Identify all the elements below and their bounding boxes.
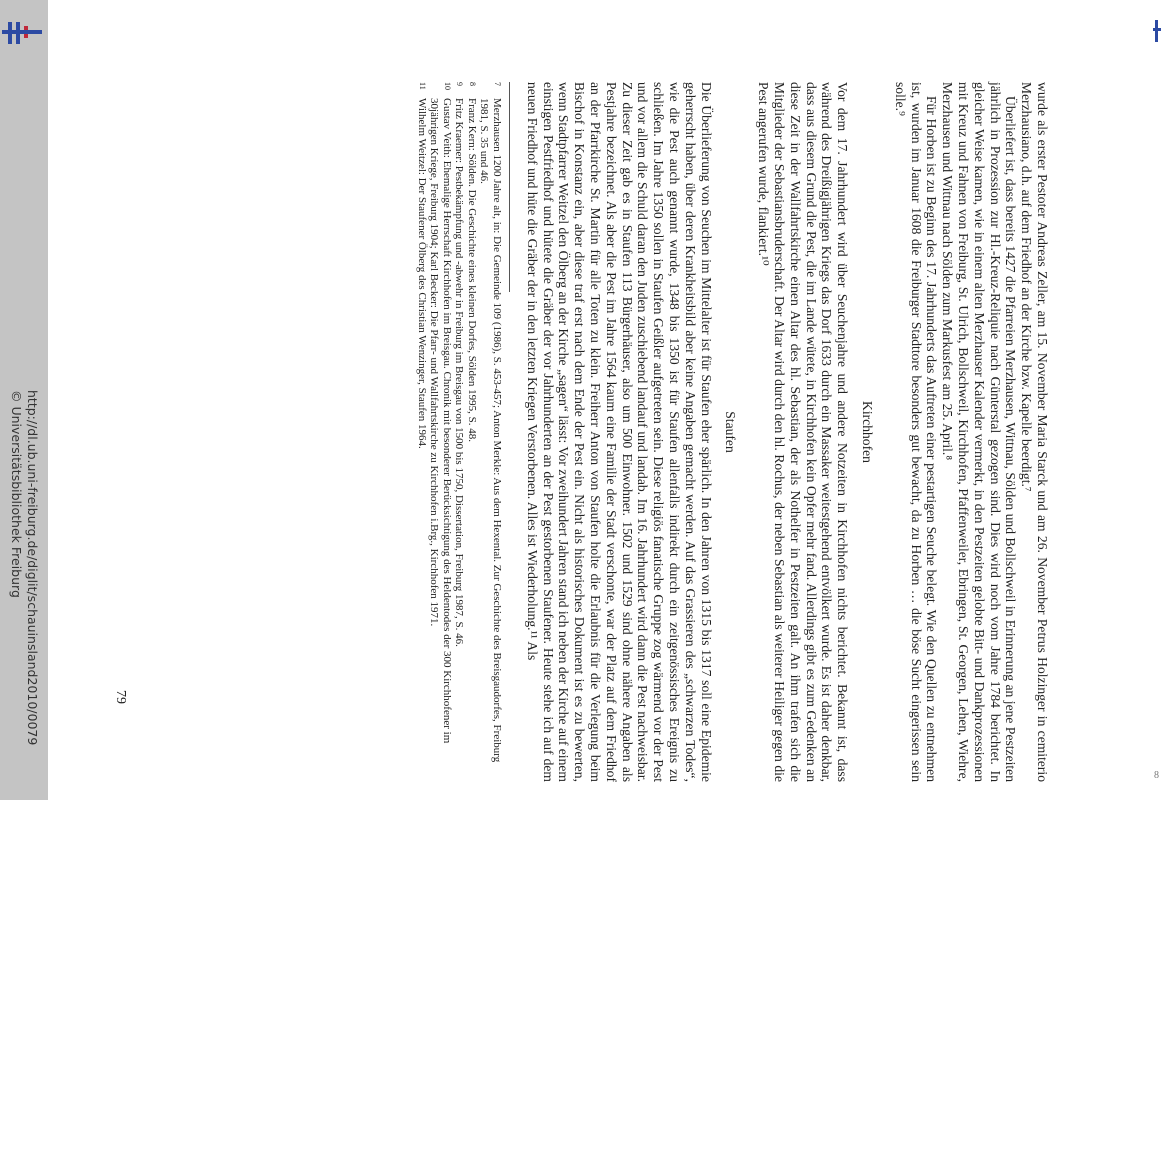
footnote-number: 9 bbox=[455, 82, 465, 86]
footnote-rule bbox=[503, 82, 510, 292]
section-heading-kirchhofen: Kirchhofen bbox=[860, 401, 876, 463]
edge-mark: 8 bbox=[1154, 770, 1159, 781]
paragraph: wurde als erster Pestoter Andreas Zeller, am 15. November Maria Starck und am 26. November Petrus Holzinger in cemiterio Merzhausiano, d.h. auf dem Friedhof an der Kirche bzw. Kapelle beerdigt.⁷ bbox=[1019, 82, 1050, 782]
scanned-page bbox=[140, 82, 1050, 782]
paragraph: Die Überlieferung von Seuchen im Mittelalter ist für Staufen eher spärlich. In den Jahren von 1315 bis 1317 soll eine Epidemie geherrscht haben, über deren Krankheitsbild aber keine Angaben gemacht werden. Auf das Grassieren des „schwarzen Todes“, wie die Pest auch genannt wurde, 1348 bis 1350 ist für Staufen allenfalls indirekt durch ein zeitgenössisches Ereignis zu schließen. Im Jahre 1350 sollen in Staufen Geißler aufgetreten sein. Diese religiös fanatische Gruppe zog wärmend vor der Pest und vor allem die Schuld daran den Juden zuschiebend landauf und landab. Im 16. Jahrhundert wird dann die Pest nachweisbar. Zu dieser Zeit gab es in Staufen 113 Bürgerhäuser, also um 500 Einwohner. 1502 und 1529 sind ohne nähere Angaben als Pestjahre bezeichnet. Als aber die Pest im Jahre 1564 kaum eine Familie der Stadt verschonte, war der Platz auf dem Friedhof an der Pfarrkirche St. Martin für alle Toten zu klein. Freiherr Anton von Staufen holte die Erlaubnis für die Verlegung beim Bischof in Konstanz ein, aber diese traf erst nach dem Ende der Pest ein. Nicht als historisches Dokument ist es zu bewerten, wenn Stadtpfarrer Weitzel den Ölberg an der Kirche „sagen“ lässt: Vor zweihundert Jahren stand ich neben der Kirche auf einem einstigen Pestfriedhof und hütete die Gräber der vor Jahrhunderten an der Pest gestorbenen Staufener. Heute stehe ich auf dem neuen Friedhof und hüte die Gräber der in den letzten Kriegen Verstorbenen. Alles ist Wiederholung.¹¹ Als bbox=[524, 82, 714, 782]
page-number: 79 bbox=[113, 690, 128, 704]
footnote-number: 10 bbox=[442, 82, 452, 90]
footnote-text: Merzhausen 1200 Jahre alt, in: Die Gemeinde 109 (1986), S. 453-457; Anton Merkle: Aus dem Hexental. Zur Geschichte des Breisgaudorfes, Freiburg 1981, S. 35 und 46. bbox=[478, 98, 504, 763]
footnote-text: Franz Kern: Sölden. Die Geschichte eines kleinen Dorfes, Sölden 1995, S. 48. bbox=[465, 98, 478, 442]
footnote-number: 11 bbox=[417, 82, 427, 90]
library-logo-fragment-icon bbox=[1153, 20, 1161, 42]
section-heading-staufen: Staufen bbox=[723, 411, 739, 453]
footnote-text: Wilhelm Weitzel: Der Staufener Ölberg des Christian Wenzinger, Staufen 1964. bbox=[415, 98, 428, 449]
copyright-notice: © Universitätsbibliothek Freiburg bbox=[9, 390, 24, 598]
footnote bbox=[465, 82, 478, 782]
footnote-text: Gustav Veith: Ehemalige Herrschaft Kirchhofen im Breisgau. Chronik mit besonderer Berücksichtigung des Heldentodes der 300 Kirchhofener im 30jährigen Kriege, Freiburg 1904; Karl Becker: Die Pfarr- und Wallfahrtskirche zu Kirchhofen i.Brg., Kirchhofen 1971. bbox=[428, 98, 453, 744]
paragraph: Überliefert ist, dass bereits 1427 die Pfarreien Merzhausen, Wittnau, Sölden und Bollschweil in Erinnerung an jene Pestzeiten jährlich in Prozession zur Hl.-Kreuz-Reliquie nach Günterstal gezogen sind. Dies wird noch vom Jahre 1784 berichtet. In gleicher Weise kamen, wie in einem alten Merzhauser Kalender vermerkt, in den Pestzeiten gelobte Bitt- und Dankprozessionen mit Kreuz und Fahnen von Freiburg, St. Ulrich, Bollschweil, Kirchhofen, Pfaffenweiler, Ebringen, St. Georgen, Lehen, Wiehre, Merzhausen und Wittnau nach Sölden zum Markusfest am 25. April.⁸ bbox=[940, 82, 1019, 782]
footnote bbox=[478, 82, 503, 782]
footnote-number: 7 bbox=[493, 82, 503, 86]
paragraph: Für Horben ist zu Beginn des 17. Jahrhunderts das Auftreten einer pestartigen Seuche belegt. Wie den Quellen zu entnehmen ist, wurden im Januar 1608 die Freiburger Stadttore besonders gut bewacht, da zu Horben … die böse Sucht eingerissen sein solle.⁹ bbox=[892, 82, 940, 782]
paragraph: Vor dem 17. Jahrhundert wird über Seuchenjahre und andere Notzeiten in Kirchhofen nichts berichtet. Bekannt ist, dass während des Dreißigjährigen Kriegs das Dorf 1633 durch ein Massaker weitestgehend entvölkert wurde. Es ist daher denkbar, dass aus diesem Grund die Pest, die im Lande wütete, in Kirchhofen kein Opfer mehr fand. Allerdings gibt es zum Gedenken an diese Zeit in der Wallfahrtskirche einen Altar des hl. Sebastian, der als Nothelfer in Pestzeiten galt. An ihm trafen sich die Mitglieder der Sebastiansbruderschaft. Der Altar wird durch den hl. Rochus, der neben Sebastian als weiterer Heiliger gegen die Pest angerufen wurde, flankiert.¹⁰ bbox=[756, 82, 851, 782]
viewer-source-info bbox=[0, 390, 48, 1170]
footnote-number: 8 bbox=[467, 82, 477, 86]
footnotes bbox=[415, 82, 503, 782]
footnote-text: Fritz Kraemer: Pestbekämpfung und -abwehr in Freiburg im Breisgau von 1500 bis 1750, Dissertation, Freiburg 1987, S. 46. bbox=[453, 98, 466, 647]
footnote bbox=[415, 82, 428, 782]
source-url[interactable]: http://dl.ub.uni-freiburg.de/diglit/schauinsland2010/0079 bbox=[25, 390, 40, 746]
footnote bbox=[453, 82, 466, 782]
footnote bbox=[428, 82, 453, 782]
library-logo-icon bbox=[2, 18, 42, 48]
